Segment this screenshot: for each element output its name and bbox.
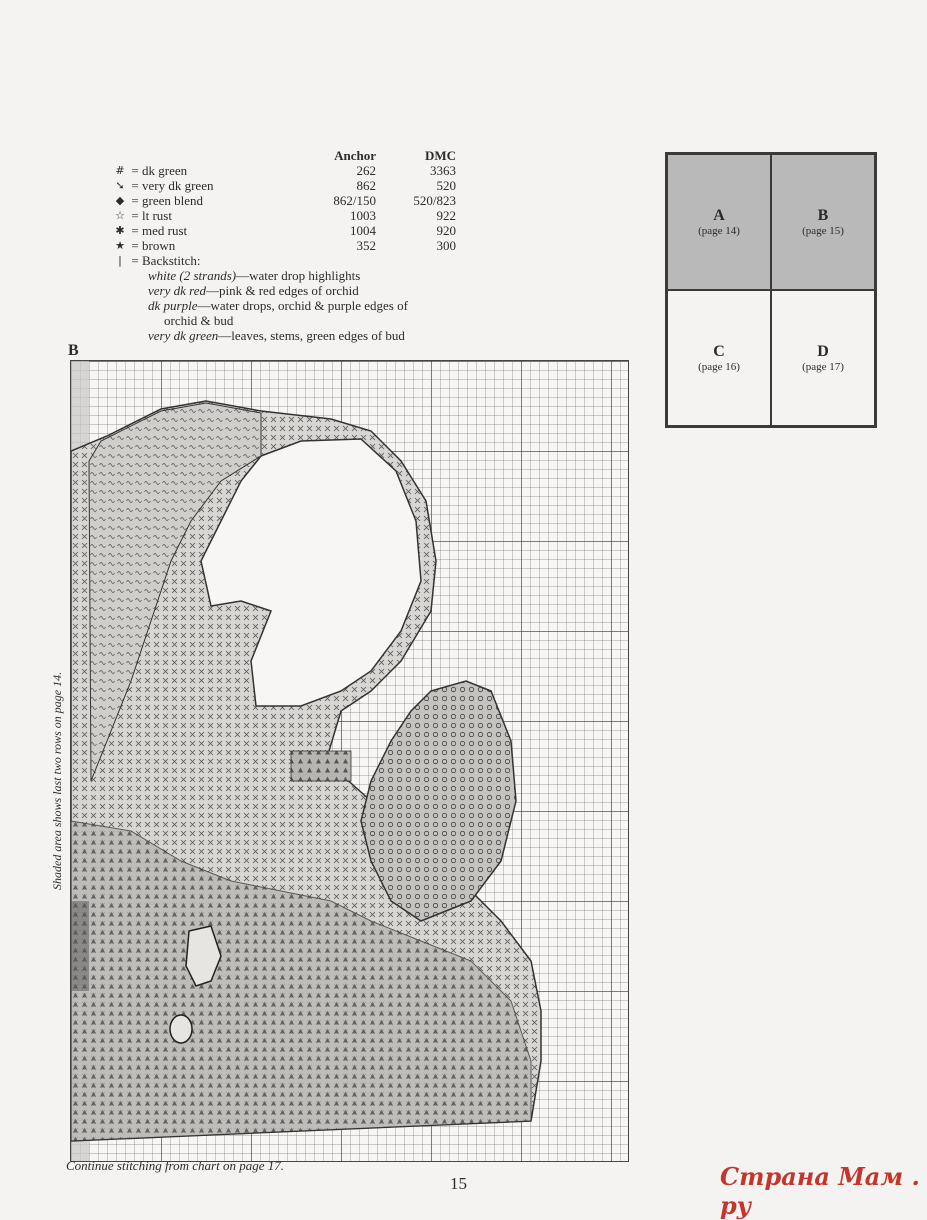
key-row: | = Backstitch:	[112, 253, 456, 268]
backstitch-note: very dk green—leaves, stems, green edges of bud	[148, 328, 405, 343]
continue-note: Continue stitching from chart on page 17.	[66, 1158, 284, 1173]
page-map-cell-c: C (page 16)	[667, 290, 771, 426]
backstitch-note: dk purple—water drops, orchid & purple edges of	[148, 298, 408, 313]
backstitch-notes	[148, 268, 408, 343]
backstitch-icon: |	[118, 254, 122, 267]
symbol-icon: ➘	[115, 179, 125, 192]
cross-stitch-chart	[70, 360, 629, 1162]
chart-page-map	[665, 152, 877, 428]
symbol-icon: ★	[115, 239, 125, 252]
site-watermark: Страна Мам . ру	[720, 1162, 920, 1220]
chart-pattern-drawing	[71, 361, 628, 1161]
key-row: ★ = brown 352 300	[112, 238, 456, 253]
page-number: 15	[450, 1174, 467, 1193]
backstitch-note: very dk red—pink & red edges of orchid	[148, 283, 359, 298]
key-row: ➘ = very dk green 862 520	[112, 178, 456, 193]
key-row: ☆ = lt rust 1003 922	[112, 208, 456, 223]
page-map-cell-d: D (page 17)	[771, 290, 875, 426]
page-map-cell-a: A (page 14)	[667, 154, 771, 290]
key-row: ◆ = green blend 862/150 520/823	[112, 193, 456, 208]
anchor-header: Anchor	[334, 148, 376, 163]
section-label: B	[68, 342, 79, 359]
symbol-icon: #	[115, 164, 125, 177]
backstitch-note: orchid & bud	[164, 313, 234, 328]
symbol-icon: ✱	[115, 224, 125, 237]
key-row: ✱ = med rust 1004 920	[112, 223, 456, 238]
page-map-cell-b: B (page 15)	[771, 154, 875, 290]
color-key-table	[112, 148, 456, 268]
backstitch-note: white (2 strands)—water drop highlights	[148, 268, 361, 283]
symbol-icon: ◆	[115, 194, 125, 207]
dmc-header: DMC	[424, 148, 456, 163]
shaded-area-note: Shaded area shows last two rows on page 14.	[50, 671, 64, 890]
symbol-icon: ☆	[115, 209, 125, 222]
key-row: # = dk green 262 3363	[112, 163, 456, 178]
